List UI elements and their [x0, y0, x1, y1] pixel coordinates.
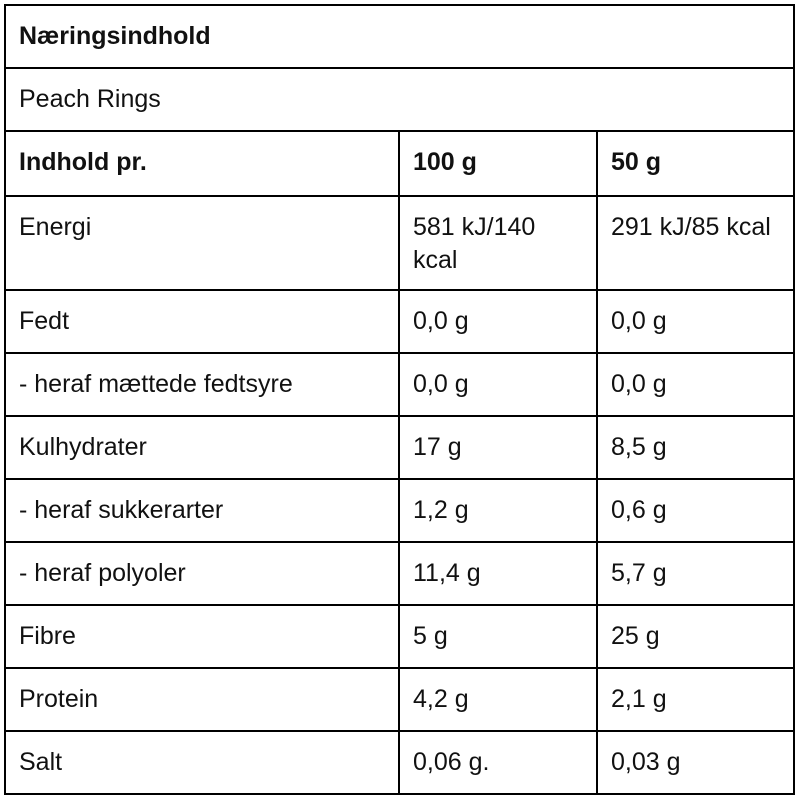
- table-row: [5, 196, 794, 290]
- value-per-100g: 4,2 g: [399, 668, 597, 731]
- nutrient-label: Fedt: [5, 290, 399, 353]
- value-per-100g: 17 g: [399, 416, 597, 479]
- value-per-50g: 5,7 g: [597, 542, 794, 605]
- nutrient-label: - heraf polyoler: [5, 542, 399, 605]
- table-row: [5, 479, 794, 542]
- nutrient-label: Protein: [5, 668, 399, 731]
- value-per-50g: 291 kJ/85 kcal: [597, 196, 794, 290]
- value-per-50g: 2,1 g: [597, 668, 794, 731]
- product-row: [5, 68, 794, 131]
- product-name: Peach Rings: [5, 68, 794, 131]
- nutrient-label: Fibre: [5, 605, 399, 668]
- value-per-100g: 0,0 g: [399, 353, 597, 416]
- nutrient-label: Kulhydrater: [5, 416, 399, 479]
- table-row: [5, 668, 794, 731]
- nutrient-label: - heraf mættede fedtsyre: [5, 353, 399, 416]
- value-per-50g: 8,5 g: [597, 416, 794, 479]
- table-row: [5, 731, 794, 794]
- table-title-row: [5, 5, 794, 68]
- value-per-50g: 0,0 g: [597, 353, 794, 416]
- value-per-100g: 581 kJ/140 kcal: [399, 196, 597, 290]
- nutrient-label: - heraf sukkerarter: [5, 479, 399, 542]
- table-row: [5, 542, 794, 605]
- value-per-100g: 0,0 g: [399, 290, 597, 353]
- table-row: [5, 605, 794, 668]
- value-per-50g: 0,6 g: [597, 479, 794, 542]
- value-per-100g: 0,06 g.: [399, 731, 597, 794]
- value-per-100g: 5 g: [399, 605, 597, 668]
- header-per-50g: 50 g: [597, 131, 794, 196]
- header-per-100g: 100 g: [399, 131, 597, 196]
- table-row: [5, 416, 794, 479]
- table-title: Næringsindhold: [5, 5, 794, 68]
- value-per-50g: 0,0 g: [597, 290, 794, 353]
- header-row: [5, 131, 794, 196]
- value-per-50g: 25 g: [597, 605, 794, 668]
- table-row: [5, 290, 794, 353]
- nutrition-table: [4, 4, 795, 795]
- nutrient-label: Energi: [5, 196, 399, 290]
- header-label: Indhold pr.: [5, 131, 399, 196]
- value-per-100g: 1,2 g: [399, 479, 597, 542]
- table-row: [5, 353, 794, 416]
- value-per-100g: 11,4 g: [399, 542, 597, 605]
- nutrient-label: Salt: [5, 731, 399, 794]
- value-per-50g: 0,03 g: [597, 731, 794, 794]
